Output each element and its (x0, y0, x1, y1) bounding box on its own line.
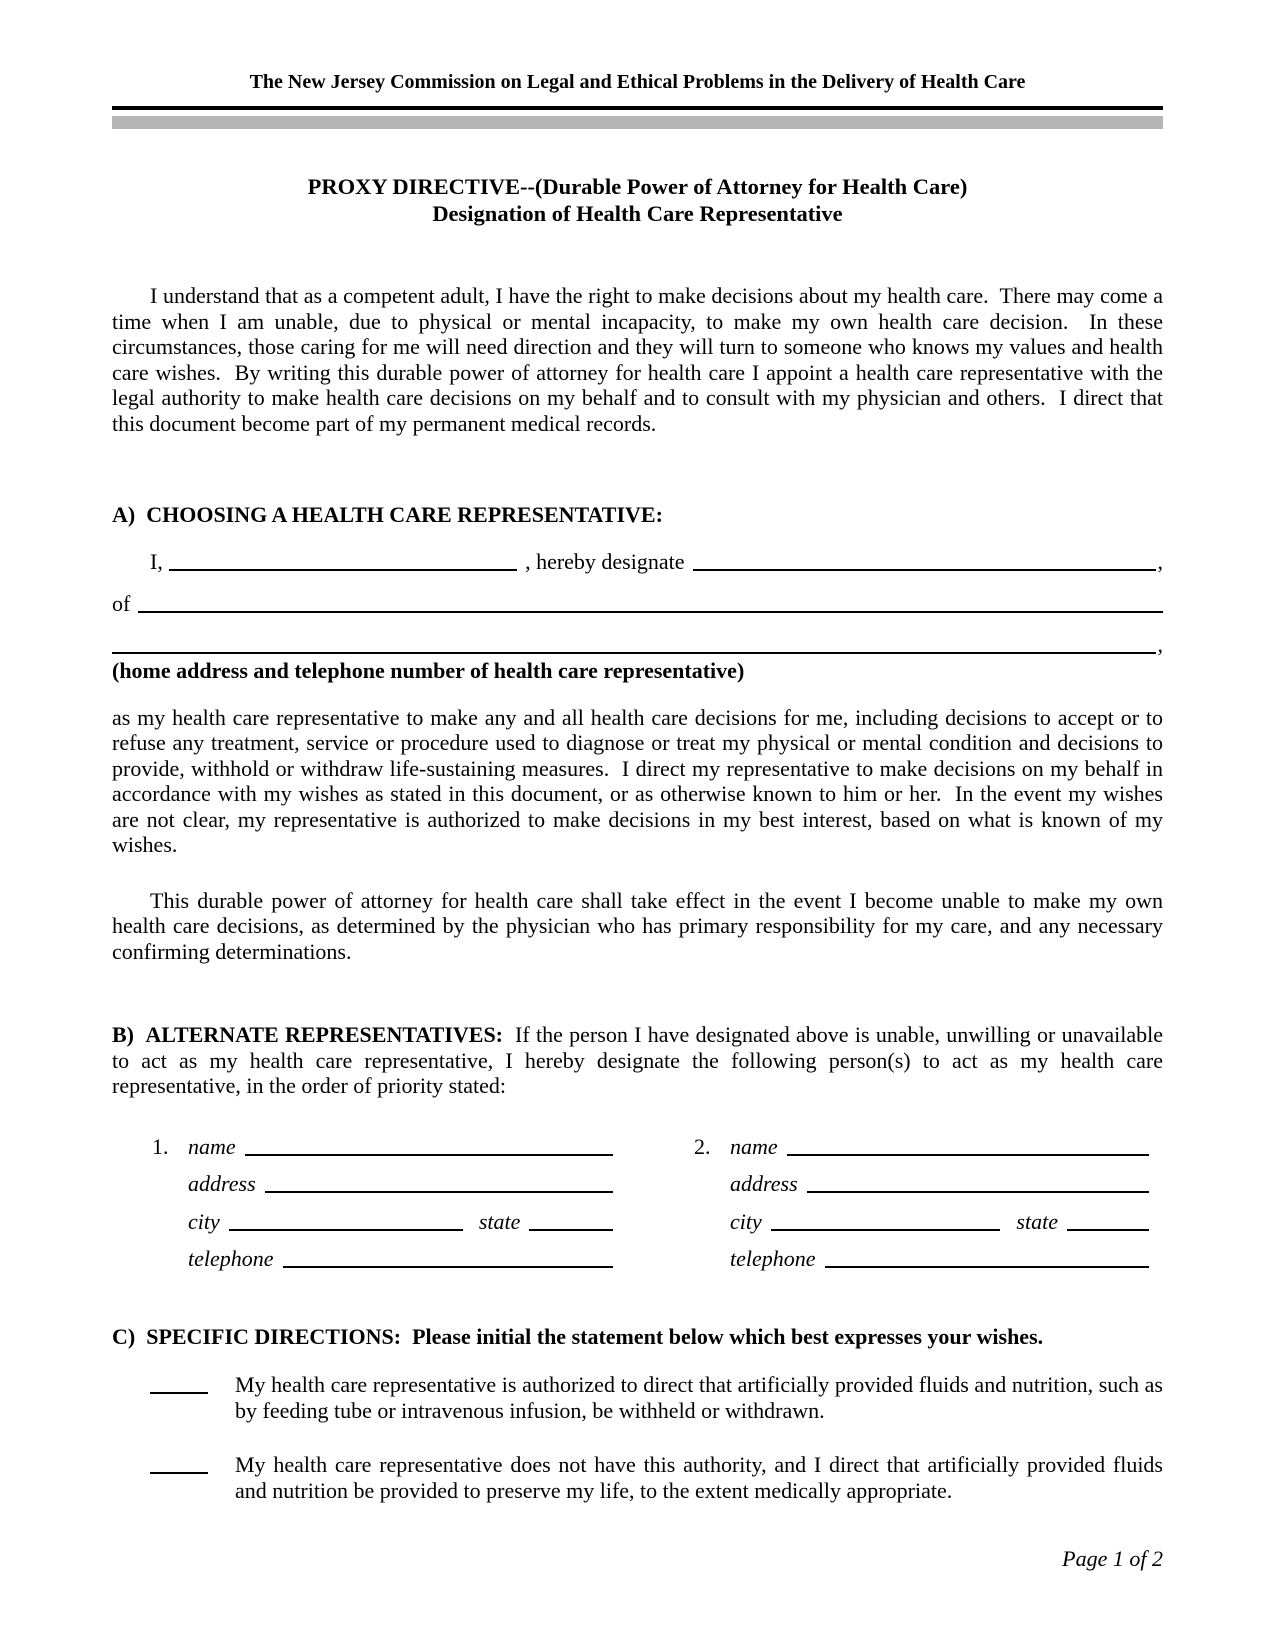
specific-direction-item-2 (112, 1451, 1169, 1504)
alt2-state-label: state (1016, 1208, 1058, 1234)
statement-2-text: My health care representative does not have this authority, and I direct that artificially provided fluids and nutrition be provided to preserve my life, to the extent medically appropriate. (235, 1451, 1169, 1503)
alt1-state-label: state (478, 1208, 521, 1234)
alt2-name-field[interactable] (787, 1154, 1149, 1156)
alt1-telephone-field[interactable] (283, 1266, 613, 1268)
section-a-body-1: as my health care representative to make any and all health care decisions for me, including decisions to accept or to refuse any treatment, service or procedure used to diagnose or treat my physical or mental condition and decisions to provide, withhold or withdraw life-sustaining measures. I direct my representative to make decisions on my behalf in accordance with my wishes as stated in this document, or as otherwise known to him or her. In the event my wishes are not clear, my representative is authorized to make decisions in my best interest, based on what is known of my wishes. (112, 704, 1169, 857)
initials-field-2[interactable] (150, 1472, 208, 1474)
alt2-name-row (694, 1134, 1149, 1160)
representative-address-line (112, 632, 1163, 658)
section-b-heading: B) ALTERNATE REPRESENTATIVES: (112, 1022, 504, 1047)
header-rule (112, 106, 1163, 110)
alt2-name-label: name (730, 1133, 778, 1159)
representative-name-field[interactable] (693, 569, 1156, 571)
alt-rep-column-1 (152, 1134, 613, 1284)
alt-rep-column-2 (694, 1134, 1149, 1284)
alt2-state-field[interactable] (1067, 1229, 1149, 1231)
principal-name-field[interactable] (169, 569, 517, 571)
alt2-city-field[interactable] (771, 1229, 1001, 1231)
document-title-line2: Designation of Health Care Representative (432, 201, 843, 226)
alt1-telephone-label: telephone (188, 1246, 274, 1271)
alt2-telephone-row (694, 1246, 1149, 1272)
alt1-city-label: city (188, 1208, 220, 1234)
designation-suffix: , (1157, 549, 1163, 574)
alt1-city-state-row (152, 1209, 613, 1235)
intro-paragraph: I understand that as a competent adult, I have the right to make decisions about my health care. There may come a time when I am unable, due to physical or mental incapacity, to make my own health care decision. In these circumstances, those caring for me will need direction and they will turn to someone who knows my values and health care wishes. By writing this durable power of attorney for health care I appoint a health care representative with the legal authority to make health care decisions on my behalf and to consult with my physician and others. I direct that this document become part of my permanent medical records. (112, 283, 1169, 436)
statement-1-text: My health care representative is authorized to direct that artificially provided fluids and nutrition, such as by feeding tube or intravenous infusion, be withheld or withdrawn. (235, 1371, 1169, 1423)
alt1-name-label: name (188, 1133, 236, 1159)
designation-middle: , hereby designate (525, 549, 685, 574)
specific-direction-item-1 (112, 1371, 1169, 1424)
alt1-telephone-row (152, 1246, 613, 1272)
initials-field-1[interactable] (150, 1392, 208, 1394)
address-caption: (home address and telephone number of health care representative) (112, 657, 745, 683)
section-a-body-2: This durable power of attorney for health care shall take effect in the event I become unable to make my own health care decisions, as determined by the physician who has primary responsibility for my care, and any necessary confirming determinations. (112, 887, 1169, 964)
alt1-address-row (152, 1171, 613, 1197)
designation-line (112, 549, 1163, 575)
alt1-name-row (152, 1134, 613, 1160)
section-b-body: If the person I have designated above is unable, unwilling or unavailable to act as my health care representative, I hereby designate the following person(s) to act as my health care representative, in the order of priority stated: (112, 1022, 1169, 1098)
representative-address-field-2[interactable] (112, 652, 1156, 654)
header-gray-bar (112, 116, 1163, 129)
alt1-address-label: address (188, 1171, 256, 1196)
commission-header: The New Jersey Commission on Legal and Ethical Problems in the Delivery of Health Care (249, 71, 1026, 93)
alt1-number: 1. (152, 1133, 169, 1159)
alt2-telephone-field[interactable] (825, 1266, 1149, 1268)
alt2-address-label: address (730, 1171, 798, 1196)
alt1-address-field[interactable] (265, 1191, 613, 1193)
section-a-heading: A) CHOOSING A HEALTH CARE REPRESENTATIVE: (112, 502, 663, 527)
address-line-suffix: , (1157, 632, 1163, 657)
alt2-city-label: city (730, 1208, 762, 1234)
alt2-number: 2. (694, 1133, 711, 1159)
alt2-address-row (694, 1171, 1149, 1197)
representative-address-field-1[interactable] (138, 611, 1163, 613)
alt2-telephone-label: telephone (730, 1246, 816, 1271)
of-label: of (112, 590, 131, 616)
representative-of-line (112, 591, 1163, 617)
document-title-line1: PROXY DIRECTIVE--(Durable Power of Attorney for Health Care) (307, 174, 968, 199)
alt1-city-field[interactable] (229, 1229, 463, 1231)
page-number: Page 1 of 2 (1062, 1546, 1163, 1571)
alt2-city-state-row (694, 1209, 1149, 1235)
alt2-address-field[interactable] (807, 1191, 1149, 1193)
designation-prefix: I, (150, 549, 163, 574)
alt1-name-field[interactable] (245, 1154, 613, 1156)
alternate-representatives-block (112, 1134, 1163, 1284)
section-c-heading: C) SPECIFIC DIRECTIONS: Please initial the statement below which best expresses your wishes. (112, 1323, 1044, 1349)
document-title (112, 173, 1163, 227)
section-b-paragraph (112, 1022, 1169, 1099)
alt1-state-field[interactable] (529, 1229, 613, 1231)
